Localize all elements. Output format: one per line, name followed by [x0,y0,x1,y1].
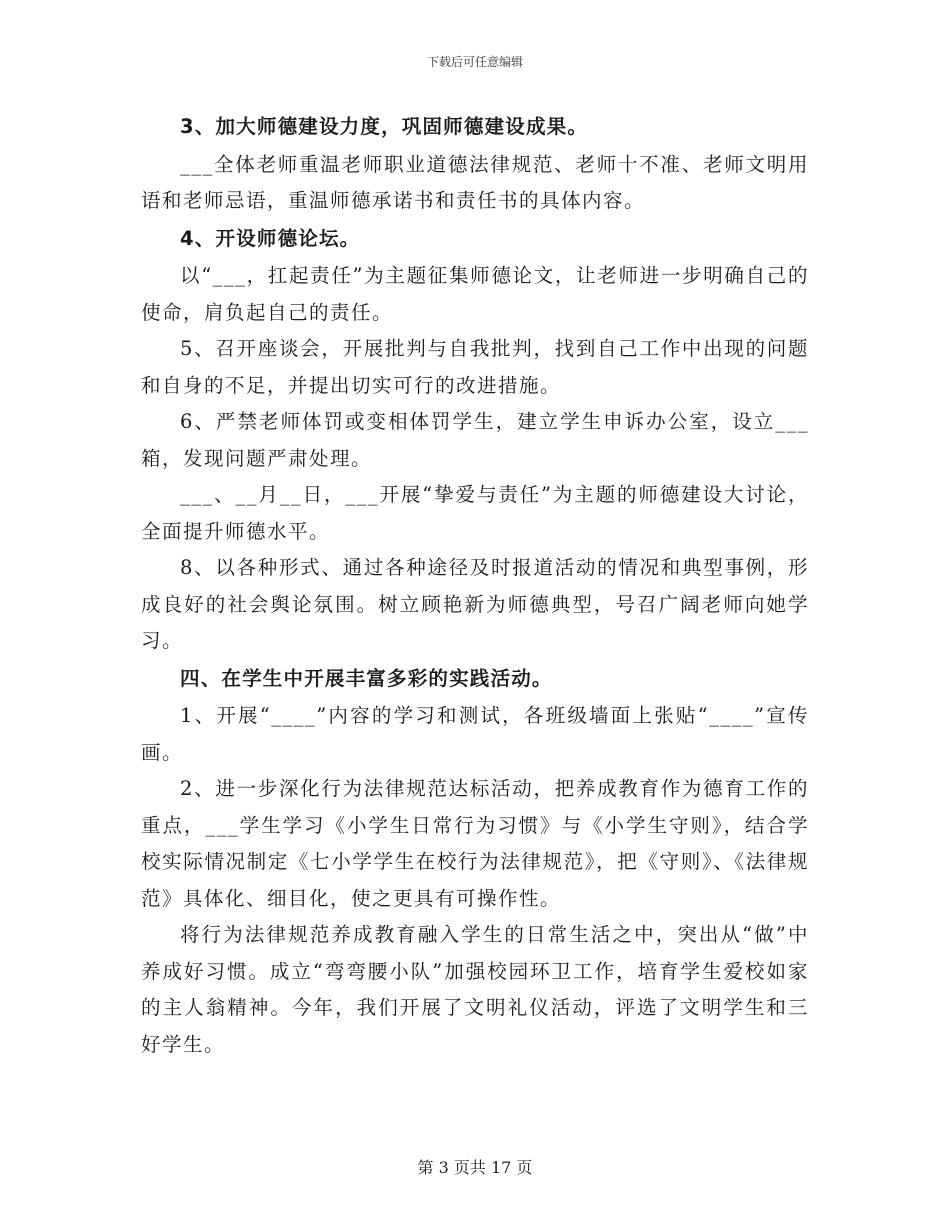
paragraph: 以“___，扛起责任”为主题征集师德论文，让老师进一步明确自己的使命，肩负起自己的责任。 [141,264,809,324]
paragraph: 5、召开座谈会，开展批判与自我批判，找到自己工作中出现的问题和自身的不足，并提出切实可行的改进措施。 [141,337,809,397]
page-header: 下载后可任意编辑 [426,55,523,69]
section-heading-4: 4、开设师德论坛。 [180,226,361,250]
section-heading-3: 3、加大师德建设力度，巩固师德建设成果。 [180,115,589,138]
paragraph: 6、严禁老师体罚或变相体罚学生，建立学生申诉办公室，设立___箱，发现问题严肃处理。 [141,410,809,470]
paragraph: 将行为法律规范养成教育融入学生的日常生活之中，突出从“做”中养成好习惯。成立“弯弯腰小队”加强校园环卫工作，培育学生爱校如家的主人翁精神。今年，我们开展了文明礼仪活动，评选了文明学生和三好学生。 [141,923,809,1056]
paragraph: 8、以各种形式、通过各种途径及时报道活动的情况和典型事例，形成良好的社会舆论氛围。树立顾艳新为师德典型，号召广阔老师向她学习。 [141,556,809,652]
document-body [141,108,809,1063]
paragraph: ___全体老师重温老师职业道德法律规范、老师十不准、老师文明用语和老师忌语，重温师德承诺书和责任书的具体内容。 [141,152,809,212]
paragraph: 1、开展“____”内容的学习和测试，各班级墙面上张贴“____”宣传画。 [141,704,809,764]
page-number: 第 3 页共 17 页 [417,1158,533,1177]
paragraph: 2、进一步深化行为法律规范达标活动，把养成教育作为德育工作的重点，___学生学习《小学生日常行为习惯》与《小学生守则》，结合学校实际情况制定《七小学学生在校行为法律规范》，把《守则》、《法律规范》具体化、细目化，使之更具有可操作性。 [141,777,809,910]
section-heading-four: 四、在学生中开展丰富多彩的实践活动。 [180,666,553,690]
paragraph: ___、__月__日，___开展“挚爱与责任”为主题的师德建设大讨论，全面提升师德水平。 [141,483,809,543]
